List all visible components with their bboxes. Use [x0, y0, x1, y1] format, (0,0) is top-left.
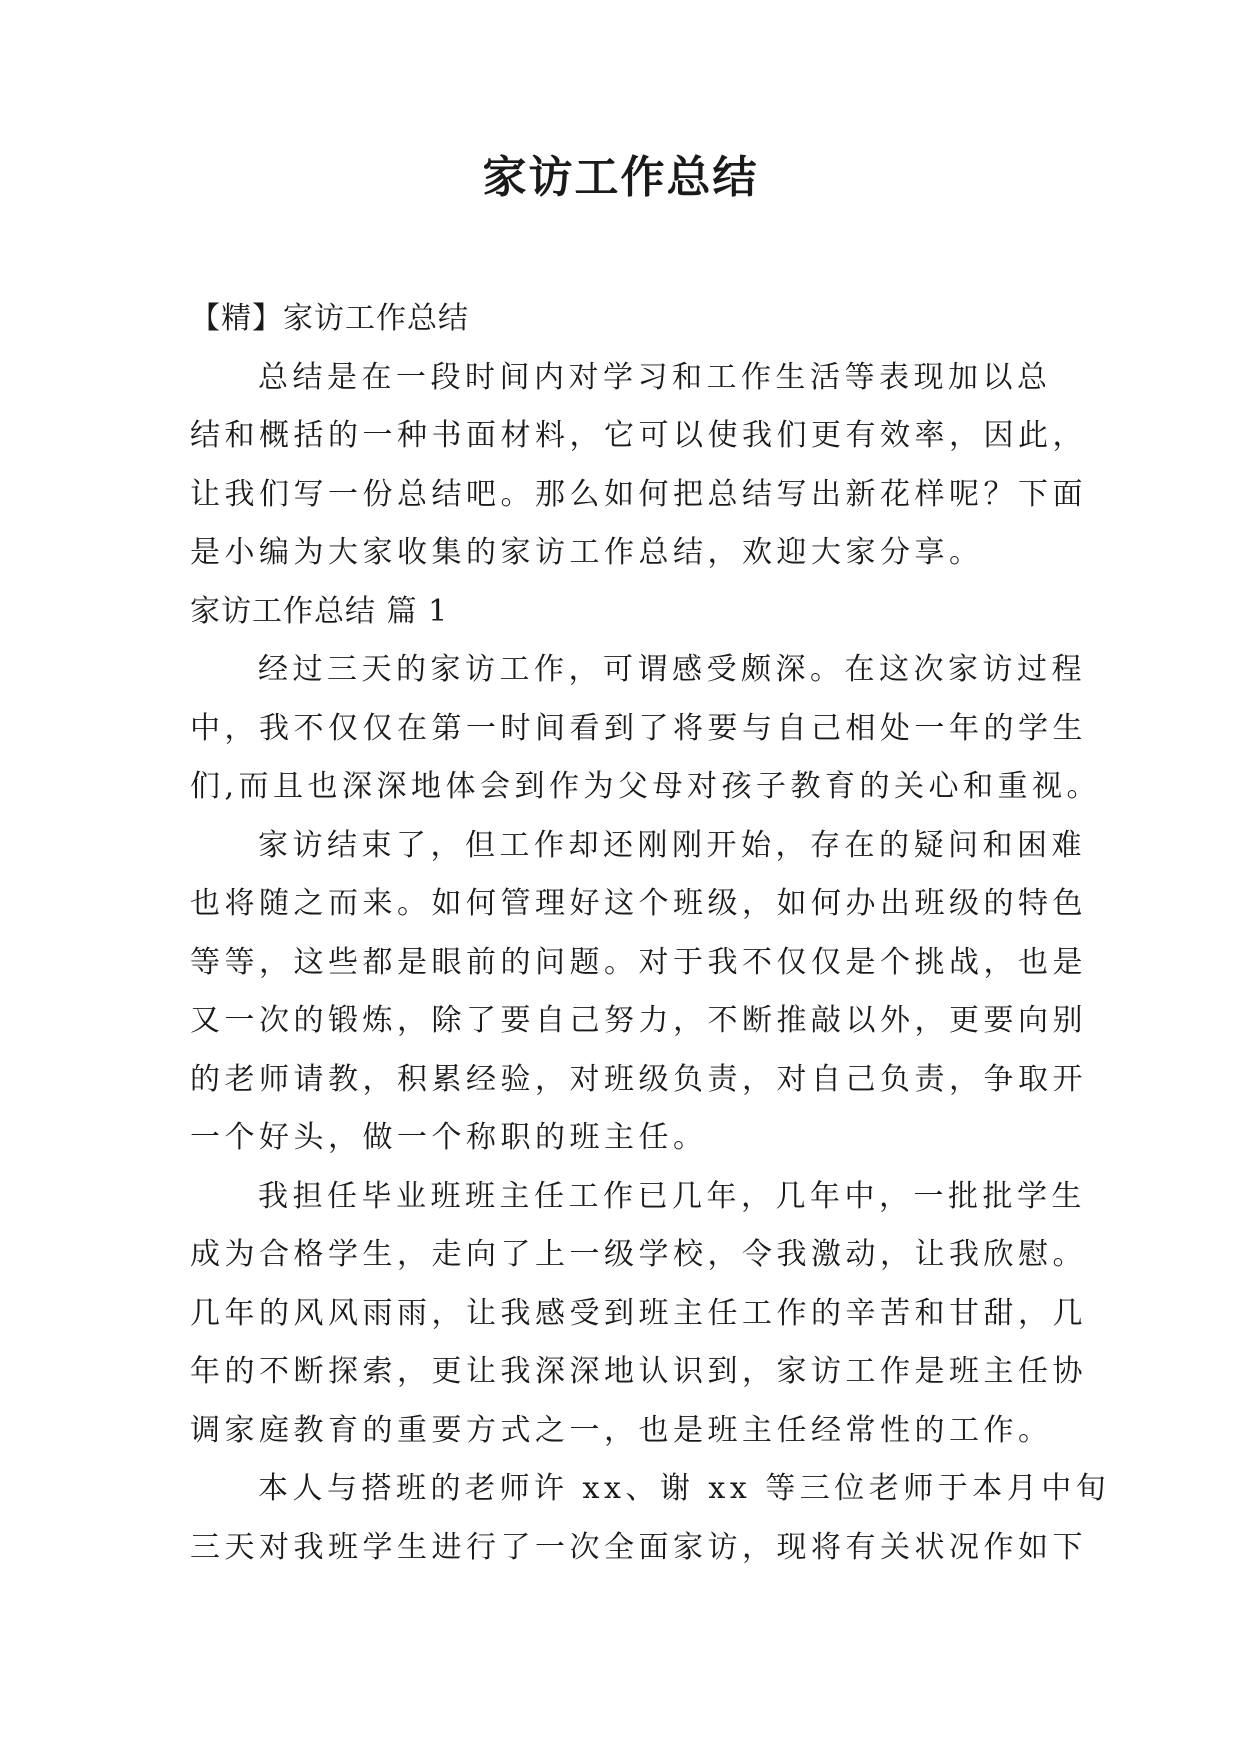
paragraph-line: 也将随之而来。如何管理好这个班级，如何办出班级的特色	[190, 886, 1087, 921]
paragraph-line: 中，我不仅仅在第一时间看到了将要与自己相处一年的学生	[190, 710, 1087, 746]
intro-line: 让我们写一份总结吧。那么如何把总结写出新花样呢？下面	[190, 476, 1087, 512]
intro-line: 总结是在一段时间内对学习和工作生活等表现加以总	[258, 359, 1052, 395]
paragraph-line: 一个好头，做一个称职的班主任。	[190, 1120, 708, 1155]
doc-subtitle: 【精】家访工作总结	[190, 301, 469, 336]
paragraph-line: 们,而且也深深地体会到作为父母对孩子教育的关心和重视。	[190, 769, 1102, 804]
paragraph-line: 又一次的锻炼，除了要自己努力，不断推敲以外，更要向别	[190, 1003, 1087, 1038]
intro-line: 是小编为大家收集的家访工作总结，欢迎大家分享。	[190, 535, 984, 570]
paragraph-line: 三天对我班学生进行了一次全面家访，现将有关状况作如下	[190, 1529, 1087, 1565]
paragraph-line: 成为合格学生，走向了上一级学校，令我激动，让我欣慰。	[190, 1237, 1087, 1272]
paragraph-line: 年的不断探索，更让我深深地认识到，家访工作是班主任协	[190, 1354, 1087, 1389]
paragraph-line: 经过三天的家访工作，可谓感受颇深。在这次家访过程	[258, 652, 1086, 687]
paragraph-line: 我担任毕业班班主任工作已几年，几年中，一批批学生	[258, 1178, 1086, 1214]
document-body	[190, 290, 1111, 1577]
document-title: 家访工作总结	[482, 152, 759, 203]
paragraph-line: 家访结束了，但工作却还刚刚开始，存在的疑问和困难	[258, 827, 1086, 863]
paragraph-line: 几年的风风雨雨，让我感受到班主任工作的辛苦和甘甜，几	[190, 1295, 1087, 1331]
paragraph-line: 调家庭教育的重要方式之一，也是班主任经常性的工作。	[190, 1412, 1053, 1448]
paragraph-line: 的老师请教，积累经验，对班级负责，对自己负责，争取开	[190, 1061, 1087, 1097]
paragraph-line: 本人与搭班的老师许 xx、谢 xx 等三位老师于本月中旬	[258, 1471, 1111, 1506]
paragraph-line: 等等，这些都是眼前的问题。对于我不仅仅是个挑战，也是	[190, 944, 1087, 980]
intro-line: 结和概括的一种书面材料，它可以使我们更有效率，因此，	[190, 418, 1087, 453]
section-heading: 家访工作总结 篇 1	[190, 593, 449, 629]
